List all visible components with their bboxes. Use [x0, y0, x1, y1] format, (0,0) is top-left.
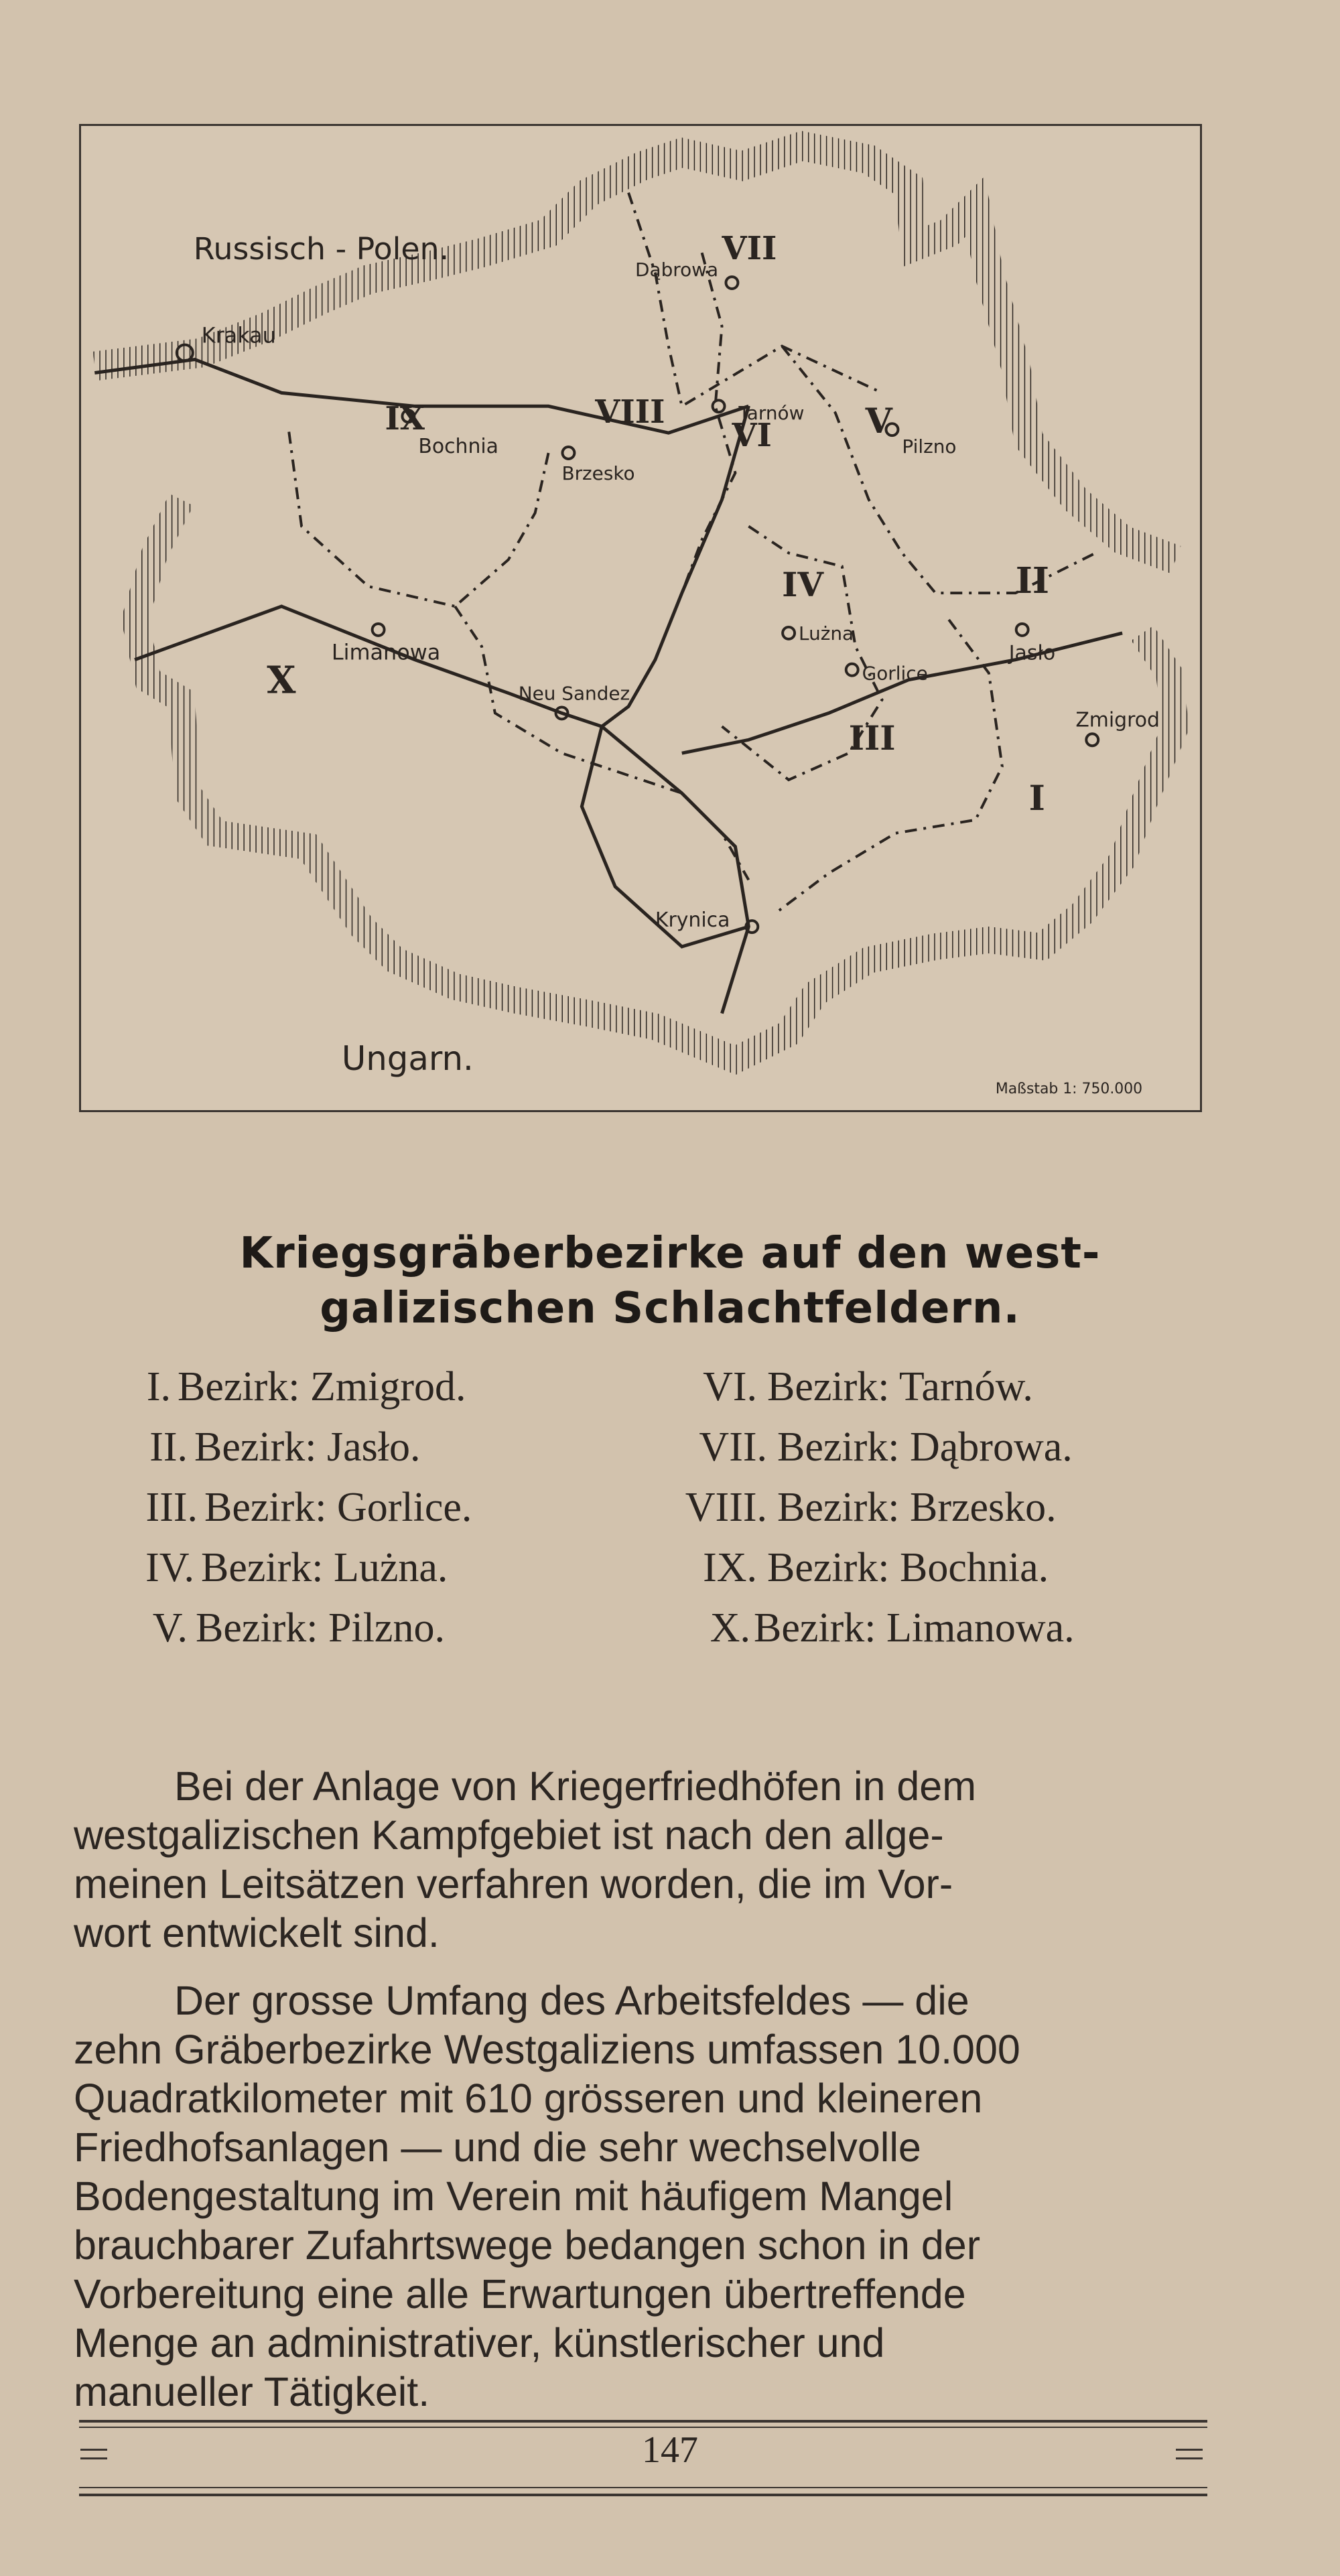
footer-rule-bottom-thin: [79, 2487, 1207, 2488]
district-row: [670, 1605, 1340, 1665]
label-pilzno: Pilzno: [902, 435, 957, 458]
boundary-x: [455, 606, 748, 880]
town-luzna-marker: [783, 627, 795, 639]
label-tarnow: Tarnów: [738, 402, 805, 425]
district-number: VI.: [703, 1364, 757, 1410]
town-limanowa-marker: [373, 624, 385, 636]
district-row: [0, 1484, 670, 1544]
label-krynica: Krynica: [655, 908, 730, 933]
district-label: Bezirk: Gorlice.: [204, 1485, 472, 1530]
district-number: IV.: [145, 1545, 194, 1590]
boundary-vii: [628, 193, 882, 407]
page-number: 147: [642, 2429, 698, 2471]
paragraph-line: Quadratkilometer mit 610 grösseren und kleineren: [74, 2076, 983, 2121]
footer-rule-bottom: [79, 2494, 1207, 2496]
district-row: [0, 1605, 670, 1665]
border-hatching-north: [94, 146, 1175, 559]
district-label: Bezirk: Jasło.: [194, 1424, 421, 1470]
label-jaslo: Jasło: [1008, 641, 1056, 665]
district-number: II.: [149, 1424, 188, 1470]
town-tarnow-marker: [713, 400, 725, 412]
district-number: I.: [146, 1364, 171, 1410]
label-bochnia: Bochnia: [418, 435, 498, 459]
map-figure: [79, 124, 1202, 1112]
footer-dash-right: [1176, 2449, 1203, 2459]
district-number: VII.: [699, 1424, 767, 1470]
numeral-iii: III: [848, 718, 896, 758]
district-number: VIII.: [685, 1485, 767, 1530]
label-scale: Maßstab 1: 750.000: [995, 1081, 1143, 1098]
district-row: [0, 1544, 670, 1605]
label-gorlice: Gorlice: [862, 662, 928, 685]
town-zmigrod-marker: [1086, 734, 1098, 746]
numeral-ii: II: [1015, 559, 1050, 602]
label-limanowa: Limanowa: [331, 639, 441, 665]
river-south: [602, 726, 748, 1013]
river-west: [135, 606, 602, 726]
district-row: [670, 1544, 1340, 1605]
paragraph-line: zehn Gräberbezirke Westgaliziens umfassen 10.000: [74, 2027, 1020, 2072]
paragraph-line: brauchbarer Zufahrtswege bedangen schon in der: [74, 2222, 981, 2268]
caption-line-1: Kriegsgräberbezirke auf den west-: [239, 1229, 1101, 1278]
district-label: Bezirk: Limanowa.: [754, 1605, 1075, 1651]
footer-rule-top-thin: [79, 2427, 1207, 2428]
map-caption: [0, 1226, 1340, 1336]
district-label: Bezirk: Dąbrowa.: [777, 1424, 1073, 1470]
district-label: Bezirk: Bochnia.: [767, 1545, 1049, 1590]
district-label: Bezirk: Lużna.: [201, 1545, 448, 1590]
district-number: X.: [710, 1605, 750, 1651]
label-krakau: Krakau: [201, 322, 276, 348]
district-row: [670, 1363, 1340, 1424]
district-map: [81, 126, 1200, 1110]
town-gorlice-marker: [846, 664, 858, 676]
paragraph-line: Der grosse Umfang des Arbeitsfeldes — die: [174, 1978, 969, 2023]
numeral-vi: VI: [732, 417, 772, 455]
label-luzna: Lużna: [799, 622, 854, 645]
numeral-v: V: [865, 401, 892, 442]
paragraph-line: Bei der Anlage von Kriegerfriedhöfen in dem: [174, 1763, 977, 1809]
town-brzesko-marker: [562, 447, 574, 459]
numeral-vii: VII: [722, 230, 777, 268]
footer-rule-top: [79, 2420, 1207, 2423]
district-label: Bezirk: Tarnów.: [767, 1364, 1033, 1410]
numeral-iv: IV: [782, 565, 824, 605]
district-row: [670, 1484, 1340, 1544]
river-dunajec: [602, 406, 748, 726]
label-zmigrod: Zmigrod: [1075, 708, 1160, 732]
label-russisch-polen: Russisch - Polen.: [193, 230, 450, 267]
label-ungarn: Ungarn.: [341, 1039, 474, 1079]
district-row: [0, 1363, 670, 1424]
paragraph-line: westgalizischen Kampfgebiet ist nach den allge-: [74, 1812, 944, 1858]
town-jaslo-marker: [1016, 624, 1028, 636]
paragraph-line: meinen Leitsätzen verfahren worden, die im Vor-: [74, 1861, 953, 1907]
district-row: [670, 1424, 1340, 1484]
paragraph-line: manueller Tätigkeit.: [74, 2369, 430, 2415]
label-brzesko: Brzesko: [561, 462, 635, 484]
district-number: IX.: [703, 1545, 757, 1590]
numeral-x: X: [267, 659, 296, 703]
numeral-viii: VIII: [595, 393, 665, 431]
label-neu-sandez: Neu Sandez: [518, 682, 630, 705]
paragraph-line: Menge an administrativer, künstlerischer und: [74, 2320, 885, 2366]
district-number: III.: [145, 1485, 198, 1530]
river-east: [682, 633, 1122, 753]
district-label: Bezirk: Brzesko.: [777, 1485, 1057, 1530]
paragraph-line: Friedhofsanlagen — und die sehr wechselvolle: [74, 2124, 921, 2170]
district-number: V.: [152, 1605, 188, 1651]
label-dabrowa: Dąbrowa: [635, 259, 719, 281]
paragraph-line: wort entwickelt sind.: [74, 1910, 440, 1956]
district-row: [0, 1424, 670, 1484]
numeral-ix: IX: [385, 400, 425, 438]
paragraph-line: Bodengestaltung im Verein mit häufigem Mangel: [74, 2173, 953, 2219]
paragraph-2: [74, 1976, 1206, 2417]
numeral-i: I: [1028, 777, 1045, 819]
caption-line-2: galizischen Schlachtfeldern.: [320, 1284, 1020, 1333]
town-dabrowa-marker: [726, 277, 738, 289]
boundary-viii-vi: [682, 253, 736, 593]
district-label: Bezirk: Zmigrod.: [178, 1364, 466, 1410]
paragraph-1: [74, 1762, 1206, 1958]
district-label: Bezirk: Pilzno.: [196, 1605, 445, 1651]
paragraph-line: Vorbereitung eine alle Erwartungen übertreffende: [74, 2271, 966, 2317]
